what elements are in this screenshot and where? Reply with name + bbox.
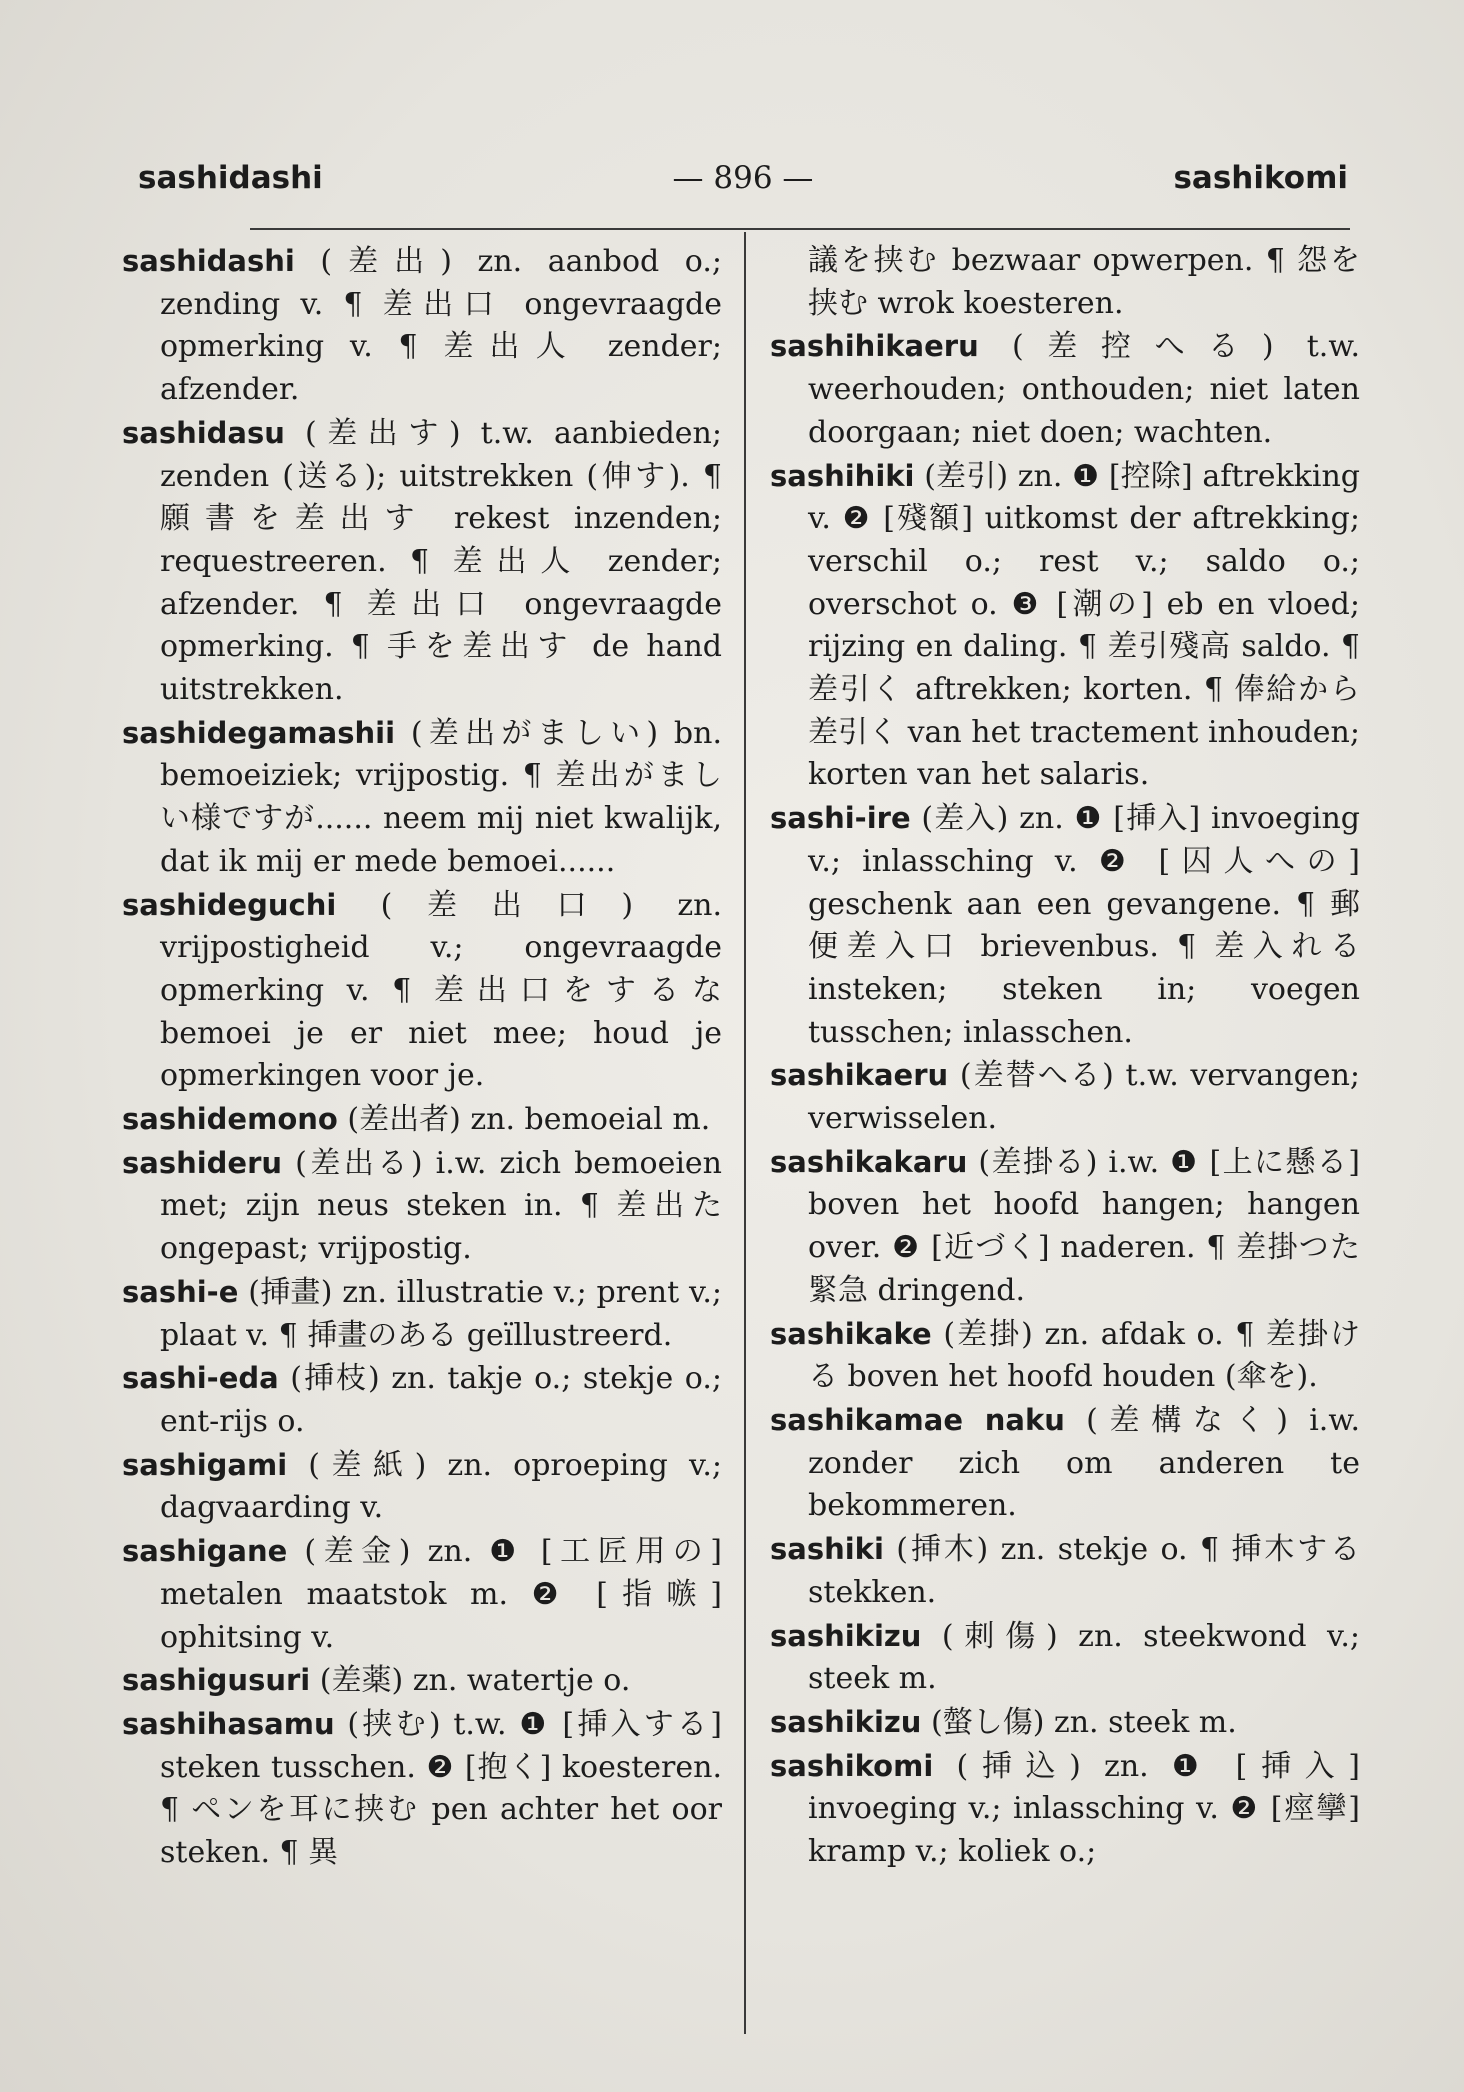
entry-definition: (差出す) t.w. aanbieden; zenden (送る); uitstrekken (伸す). ¶ 願書を差出す rekest inzenden; requestreeren. ¶ 差出人 zender; afzender. ¶ 差出口 ongevraagde opmerking. ¶ 手を差出す de hand uitstrekken. <box>160 415 722 708</box>
dictionary-entry <box>770 1615 1360 1701</box>
entry-headword: sashideru <box>122 1145 283 1180</box>
dictionary-entry <box>770 1745 1360 1874</box>
entry-headword: sashikamae naku <box>770 1402 1065 1437</box>
entry-definition: (挿枝) zn. takje o.; stekje o.; ent-rijs o. <box>160 1361 722 1439</box>
dictionary-entry <box>122 1142 722 1271</box>
entry-headword: sashigane <box>122 1534 288 1569</box>
dictionary-entry <box>770 1054 1360 1140</box>
entry-headword: sashidegamashii <box>122 715 396 750</box>
dictionary-entry <box>770 240 1360 325</box>
dictionary-entry <box>770 455 1360 798</box>
entry-definition: (差金) zn. ❶ [工匠用の] metalen maatstok m. ❷ [指嗾] ophitsing v. <box>160 1534 722 1655</box>
entry-definition: (挿込) zn. ❶ [挿入] invoeging v.; inlassching v. ❷ [痙攣] kramp v.; koliek o.; <box>808 1748 1360 1870</box>
entry-definition: (差紙) zn. oproeping v.; dagvaarding v. <box>160 1447 722 1526</box>
dictionary-entry <box>122 412 722 712</box>
entry-definition: (挿木) zn. stekje o. ¶ 挿木する stekken. <box>808 1532 1360 1610</box>
running-head <box>138 160 1348 206</box>
dictionary-entry <box>122 884 722 1099</box>
entry-headword: sashihasamu <box>122 1706 335 1741</box>
entry-definition: (差出) zn. aanbod o.; zending v. ¶ 差出口 ongevraagde opmerking v. ¶ 差出人 zender; afzender. <box>160 244 722 408</box>
entry-headword: sashikakaru <box>770 1144 968 1179</box>
dictionary-entry <box>122 240 722 412</box>
left-guide-word: sashidashi <box>138 160 323 196</box>
entry-headword: sashikomi <box>770 1748 934 1783</box>
entry-headword: sashikizu <box>770 1704 922 1739</box>
entry-headword: sashiki <box>770 1532 884 1567</box>
entry-headword: sashidasu <box>122 415 285 450</box>
entry-headword: sashigusuri <box>122 1663 311 1698</box>
right-column <box>770 240 1360 2030</box>
entry-definition: (刺傷) zn. steekwond v.; steek m. <box>808 1618 1360 1697</box>
dictionary-entry <box>770 1528 1360 1614</box>
entry-definition: (差構なく) i.w. zonder zich om anderen te bekommeren. <box>808 1402 1360 1524</box>
dictionary-entry <box>770 1399 1360 1528</box>
entry-definition: (差出がましい) bn. bemoeiziek; vrijpostig. ¶ 差出がましい様ですが...... neem mij niet kwalijk, dat ik mij er mede bemoei...... <box>160 715 722 879</box>
entry-headword: sashikizu <box>770 1618 922 1653</box>
entry-definition: (差引) zn. ❶ [控除] aftrekking v. ❷ [殘額] uitkomst der aftrekking; verschil o.; rest v.; saldo o.; overschot o. ❸ [潮の] eb en vloed; rijzing en daling. ¶ 差引殘高 saldo. ¶ 差引く aftrekken; korten. ¶ 俸給から差引く van het tractement inhouden; korten van het salaris. <box>808 458 1360 793</box>
dictionary-entry <box>770 325 1360 454</box>
left-column <box>122 240 722 2030</box>
entry-headword: sashidashi <box>122 244 295 278</box>
dictionary-entry <box>122 1271 722 1357</box>
entry-headword: sashigami <box>122 1447 288 1482</box>
dictionary-entry <box>122 1703 722 1875</box>
entry-headword: sashikaeru <box>770 1058 949 1093</box>
entry-definition: (差出者) zn. bemoeial m. <box>347 1102 711 1138</box>
entry-definition: (挟む) t.w. ❶ [挿入する] steken tusschen. ❷ [抱く] koesteren. ¶ ペンを耳に挟む pen achter het oor steken. ¶ 異 <box>160 1706 722 1871</box>
entry-definition: (差掛) zn. afdak o. ¶ 差掛ける boven het hoofd houden (傘を). <box>808 1316 1360 1395</box>
right-guide-word: sashikomi <box>1173 160 1348 196</box>
dictionary-entry <box>122 1357 722 1443</box>
dictionary-entry <box>122 1530 722 1659</box>
entry-definition: (差出る) i.w. zich bemoeien met; zijn neus steken in. ¶ 差出た ongepast; vrijpostig. <box>160 1145 722 1267</box>
entry-headword: sashi-ire <box>770 801 911 836</box>
entry-definition: (差掛る) i.w. ❶ [上に懸る] boven het hoofd hangen; hangen over. ❷ [近づく] naderen. ¶ 差掛つた緊急 dringend. <box>808 1144 1360 1308</box>
entry-headword: sashi-e <box>122 1274 239 1309</box>
entry-definition: 議を挟む bezwaar opwerpen. ¶ 怨を挟む wrok koesteren. <box>808 243 1360 321</box>
entry-definition: (差入) zn. ❶ [挿入] invoeging v.; inlassching v. ❷ [囚人への] geschenk aan een gevangene. ¶ 郵便差入口 brievenbus. ¶ 差入れる insteken; steken in; voegen tusschen; inlasschen. <box>808 801 1360 1050</box>
dictionary-entry <box>122 1659 722 1703</box>
entry-headword: sashidemono <box>122 1102 338 1137</box>
header-rule <box>250 228 1350 230</box>
dictionary-entry <box>122 1098 722 1142</box>
entry-definition: (挿畫) zn. illustratie v.; prent v.; plaat v. ¶ 挿畫のある geïllustreerd. <box>160 1274 722 1353</box>
entry-definition: (差控へる) t.w. weerhouden; onthouden; niet laten doorgaan; niet doen; wachten. <box>808 329 1360 450</box>
dictionary-entry <box>770 1701 1360 1745</box>
entry-headword: sashideguchi <box>122 887 337 922</box>
entry-headword: sashi-eda <box>122 1361 279 1396</box>
entry-headword: sashihiki <box>770 458 915 493</box>
entry-definition: (差出口) zn. vrijpostigheid v.; ongevraagde opmerking v. ¶ 差出口をするな bemoei je er niet mee; houd je opmerkingen voor je. <box>160 887 722 1094</box>
dictionary-entry <box>770 1141 1360 1313</box>
entry-definition: (螫し傷) zn. steek m. <box>930 1704 1237 1740</box>
dictionary-entry <box>122 1444 722 1530</box>
column-divider <box>744 232 746 2034</box>
page-number: — 896 — <box>672 160 814 196</box>
entry-headword: sashihikaeru <box>770 329 979 364</box>
dictionary-entry <box>770 1313 1360 1399</box>
dictionary-entry <box>122 712 722 884</box>
dictionary-entry <box>770 797 1360 1054</box>
entry-definition: (差替へる) t.w. vervangen; verwisselen. <box>808 1058 1360 1137</box>
entry-headword: sashikake <box>770 1316 932 1351</box>
entry-definition: (差薬) zn. watertje o. <box>319 1663 631 1699</box>
